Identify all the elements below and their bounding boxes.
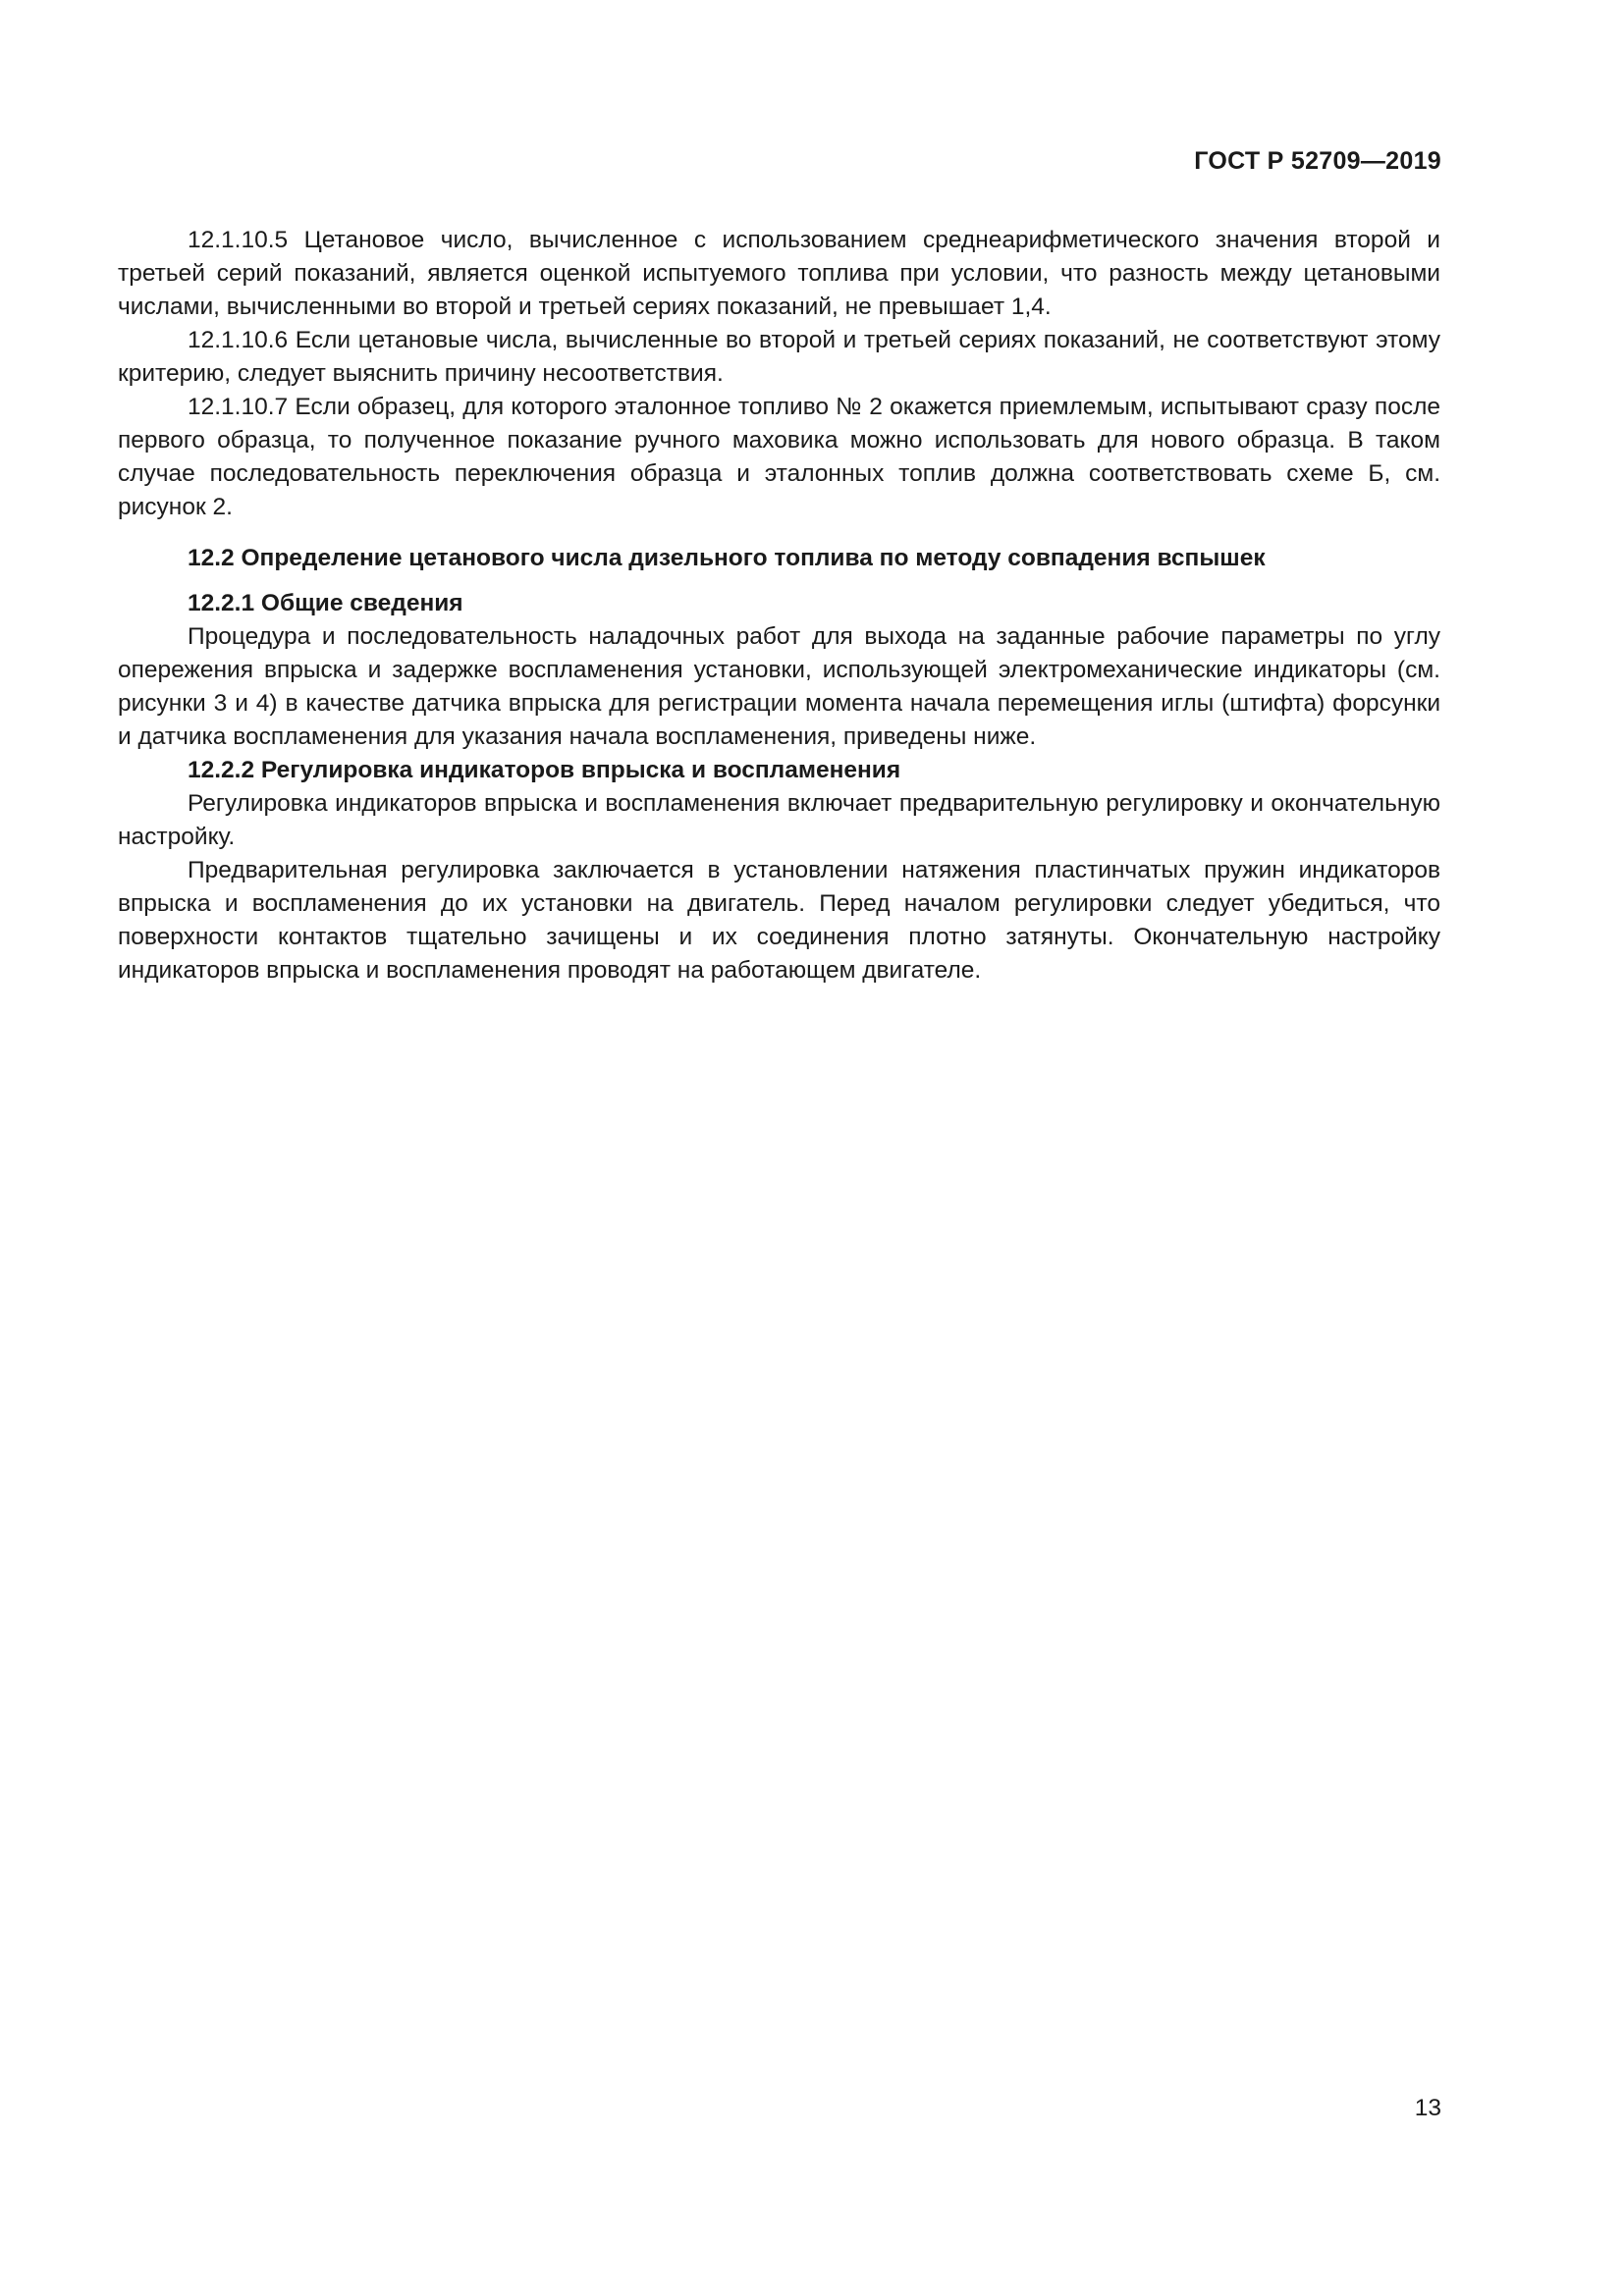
paragraph-12-1-10-6: 12.1.10.6 Если цетановые числа, вычисленные во второй и третьей сериях показаний, не соответствуют этому критерию, следует выяснить причину несоответствия. (118, 327, 1440, 387)
section-heading-12-2: 12.2 Определение цетанового числа дизельного топлива по методу совпадения вспышек (188, 545, 1266, 571)
subsection-heading-12-2-1: 12.2.1 Общие сведения (188, 590, 463, 616)
paragraph-general-info: Процедура и последовательность наладочных работ для выхода на заданные рабочие параметры по углу опережения впрыска и задержке воспламенения установки, использующей электромеханические индикаторы (см. рисунки 3 и 4) в качестве датчика впрыска для регистрации момента начала перемещения иглы (штифта) форсунки и датчика воспламенения для указания начала воспламенения, приведены ниже. (118, 623, 1440, 750)
subsection-heading-12-2-2: 12.2.2 Регулировка индикаторов впрыска и воспламенения (188, 757, 901, 783)
paragraph-12-1-10-7: 12.1.10.7 Если образец, для которого эталонное топливо № 2 окажется приемлемым, испытывают сразу после первого образца, то полученное показание ручного маховика можно использовать для нового образца. В таком случае последовательность переключения образца и эталонных топлив должна соответствовать схеме Б, см. рисунок 2. (118, 394, 1440, 520)
page-number: 13 (1414, 2095, 1441, 2121)
standard-designation: ГОСТ Р 52709—2019 (1194, 147, 1441, 175)
paragraph-12-1-10-5: 12.1.10.5 Цетановое число, вычисленное с использованием среднеарифметического значения второй и третьей серий показаний, является оценкой испытуемого топлива при условии, что разность между цетановыми числами, вычисленными во второй и третьей сериях показаний, не превышает 1,4. (118, 227, 1440, 320)
page-body (118, 224, 1440, 988)
paragraph-adjustment-overview: Регулировка индикаторов впрыска и воспламенения включает предварительную регулировку и окончательную настройку. (118, 790, 1440, 850)
paragraph-preliminary-adjustment: Предварительная регулировка заключается в установлении натяжения пластинчатых пружин индикаторов впрыска и воспламенения до их установки на двигатель. Перед началом регулировки следует убедиться, что поверхности контактов тщательно зачищены и их соединения плотно затянуты. Окончательную настройку индикаторов впрыска и воспламенения проводят на работающем двигателе. (118, 857, 1440, 984)
